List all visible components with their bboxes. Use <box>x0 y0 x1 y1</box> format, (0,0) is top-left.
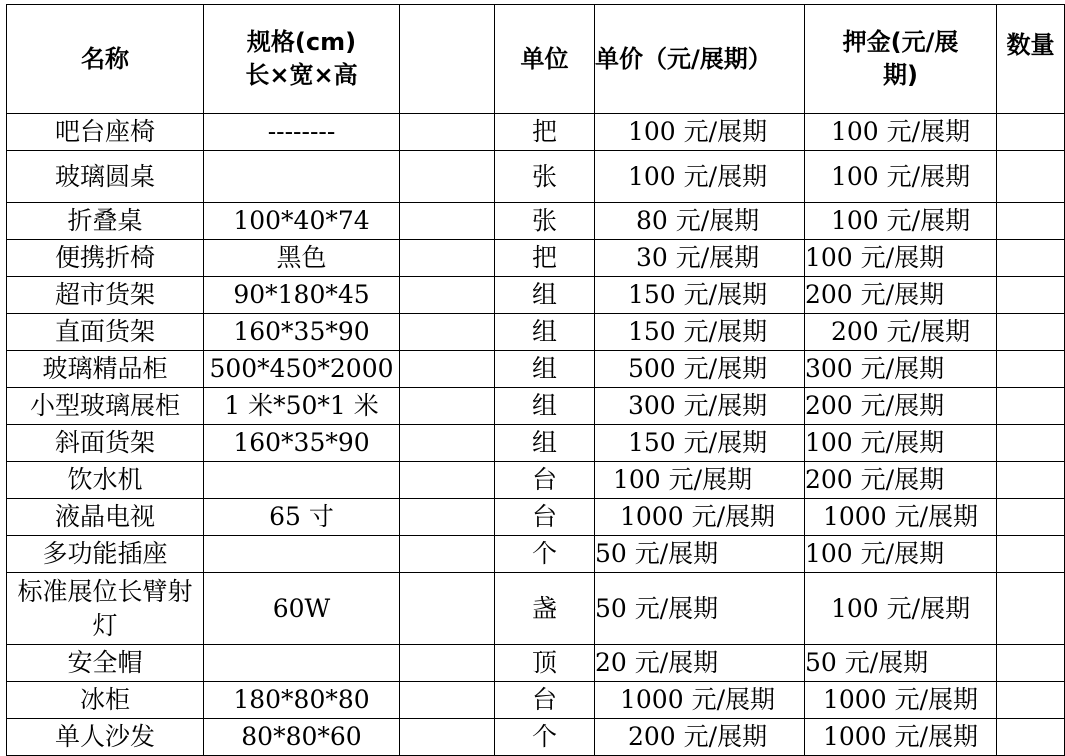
item-unit-cell: 张 <box>495 203 595 240</box>
table-row <box>7 645 1065 682</box>
item-deposit-cell: 100 元/展期 <box>805 151 997 203</box>
item-name-cell: 折叠桌 <box>7 203 204 240</box>
table-row <box>7 573 1065 645</box>
table-row <box>7 277 1065 314</box>
item-deposit-cell: 1000 元/展期 <box>805 682 997 719</box>
item-name-cell: 玻璃精品柜 <box>7 351 204 388</box>
table-row <box>7 682 1065 719</box>
table-row <box>7 536 1065 573</box>
item-name-cell: 小型玻璃展柜 <box>7 388 204 425</box>
item-unit-cell: 组 <box>495 314 595 351</box>
item-price-cell: 1000 元/展期 <box>595 682 805 719</box>
table-row <box>7 719 1065 756</box>
item-price-cell: 200 元/展期 <box>595 719 805 756</box>
item-price-cell: 500 元/展期 <box>595 351 805 388</box>
item-spec-cell: 黑色 <box>204 240 400 277</box>
item-unit-cell: 把 <box>495 240 595 277</box>
item-unit-cell: 组 <box>495 277 595 314</box>
item-price-cell: 50 元/展期 <box>595 536 805 573</box>
item-unit-cell: 把 <box>495 114 595 151</box>
item-price-cell: 100 元/展期 <box>595 151 805 203</box>
item-price-cell: 80 元/展期 <box>595 203 805 240</box>
empty-cell <box>400 240 495 277</box>
item-qty-cell <box>997 645 1065 682</box>
empty-cell <box>400 314 495 351</box>
item-deposit-cell: 200 元/展期 <box>805 462 997 499</box>
item-qty-cell <box>997 388 1065 425</box>
item-unit-cell: 组 <box>495 425 595 462</box>
empty-cell <box>400 388 495 425</box>
item-price-cell: 150 元/展期 <box>595 314 805 351</box>
item-name-cell: 单人沙发 <box>7 719 204 756</box>
table-row <box>7 388 1065 425</box>
item-unit-cell: 台 <box>495 499 595 536</box>
item-unit-cell: 组 <box>495 388 595 425</box>
item-name-cell: 安全帽 <box>7 645 204 682</box>
table-row <box>7 114 1065 151</box>
empty-cell <box>400 203 495 240</box>
header-deposit <box>805 5 997 114</box>
item-name-cell: 多功能插座 <box>7 536 204 573</box>
item-deposit-cell: 1000 元/展期 <box>805 499 997 536</box>
item-qty-cell <box>997 314 1065 351</box>
item-price-cell: 30 元/展期 <box>595 240 805 277</box>
empty-cell <box>400 573 495 645</box>
item-spec-cell: 1 米*50*1 米 <box>204 388 400 425</box>
item-spec-cell <box>204 151 400 203</box>
item-deposit-cell: 100 元/展期 <box>805 203 997 240</box>
item-spec-cell: 80*80*60 <box>204 719 400 756</box>
empty-cell <box>400 277 495 314</box>
item-price-cell: 20 元/展期 <box>595 645 805 682</box>
table-row <box>7 314 1065 351</box>
item-deposit-cell: 200 元/展期 <box>805 388 997 425</box>
item-spec-cell: 60W <box>204 573 400 645</box>
item-name-cell: 超市货架 <box>7 277 204 314</box>
item-name-cell: 吧台座椅 <box>7 114 204 151</box>
item-deposit-cell: 100 元/展期 <box>805 536 997 573</box>
item-unit-cell: 张 <box>495 151 595 203</box>
header-deposit-line1: 押金(元/展 <box>842 28 959 56</box>
item-unit-cell: 个 <box>495 536 595 573</box>
empty-cell <box>400 151 495 203</box>
item-deposit-cell: 50 元/展期 <box>805 645 997 682</box>
item-spec-cell: 180*80*80 <box>204 682 400 719</box>
item-qty-cell <box>997 536 1065 573</box>
item-spec-cell: 160*35*90 <box>204 425 400 462</box>
table-row <box>7 462 1065 499</box>
item-unit-cell: 组 <box>495 351 595 388</box>
item-qty-cell <box>997 114 1065 151</box>
item-price-cell: 150 元/展期 <box>595 425 805 462</box>
item-deposit-cell: 200 元/展期 <box>805 277 997 314</box>
item-qty-cell <box>997 351 1065 388</box>
item-qty-cell <box>997 151 1065 203</box>
item-deposit-cell: 300 元/展期 <box>805 351 997 388</box>
header-deposit-line2: 期) <box>883 61 918 89</box>
empty-cell <box>400 536 495 573</box>
item-deposit-cell: 1000 元/展期 <box>805 719 997 756</box>
item-unit-cell: 台 <box>495 462 595 499</box>
item-price-cell: 1000 元/展期 <box>595 499 805 536</box>
item-spec-cell <box>204 462 400 499</box>
empty-cell <box>400 425 495 462</box>
item-name-cell: 液晶电视 <box>7 499 204 536</box>
item-name-cell: 斜面货架 <box>7 425 204 462</box>
item-price-cell: 100 元/展期 <box>595 462 805 499</box>
header-unit: 单位 <box>495 5 595 114</box>
item-name-cell: 冰柜 <box>7 682 204 719</box>
item-unit-cell: 顶 <box>495 645 595 682</box>
header-price: 单价（元/展期） <box>595 5 805 114</box>
item-qty-cell <box>997 277 1065 314</box>
empty-cell <box>400 645 495 682</box>
item-name-cell: 饮水机 <box>7 462 204 499</box>
header-spec-line2: 长×宽×高 <box>245 61 358 89</box>
item-qty-cell <box>997 240 1065 277</box>
item-spec-cell: 90*180*45 <box>204 277 400 314</box>
header-name: 名称 <box>7 5 204 114</box>
item-spec-cell <box>204 645 400 682</box>
item-unit-cell: 盏 <box>495 573 595 645</box>
item-qty-cell <box>997 203 1065 240</box>
item-qty-cell <box>997 499 1065 536</box>
item-qty-cell <box>997 462 1065 499</box>
item-name-cell: 标准展位长臂射灯 <box>7 573 204 645</box>
item-deposit-cell: 200 元/展期 <box>805 314 997 351</box>
item-qty-cell <box>997 573 1065 645</box>
empty-cell <box>400 114 495 151</box>
item-name-cell: 玻璃圆桌 <box>7 151 204 203</box>
empty-cell <box>400 719 495 756</box>
header-blank <box>400 5 495 114</box>
table-row <box>7 240 1065 277</box>
item-name-cell: 直面货架 <box>7 314 204 351</box>
item-qty-cell <box>997 682 1065 719</box>
item-qty-cell <box>997 719 1065 756</box>
table-row <box>7 203 1065 240</box>
table-row <box>7 425 1065 462</box>
item-deposit-cell: 100 元/展期 <box>805 573 997 645</box>
header-spec <box>204 5 400 114</box>
item-spec-cell: 500*450*2000 <box>204 351 400 388</box>
item-deposit-cell: 100 元/展期 <box>805 425 997 462</box>
item-deposit-cell: 100 元/展期 <box>805 240 997 277</box>
item-unit-cell: 个 <box>495 719 595 756</box>
item-spec-cell: 160*35*90 <box>204 314 400 351</box>
item-price-cell: 150 元/展期 <box>595 277 805 314</box>
empty-cell <box>400 682 495 719</box>
item-name-cell: 便携折椅 <box>7 240 204 277</box>
item-price-cell: 100 元/展期 <box>595 114 805 151</box>
header-qty: 数量 <box>997 5 1065 114</box>
empty-cell <box>400 462 495 499</box>
rental-price-table <box>6 4 1065 756</box>
item-spec-cell: -------- <box>204 114 400 151</box>
item-deposit-cell: 100 元/展期 <box>805 114 997 151</box>
table-row <box>7 351 1065 388</box>
table-row <box>7 151 1065 203</box>
item-spec-cell <box>204 536 400 573</box>
empty-cell <box>400 351 495 388</box>
item-price-cell: 50 元/展期 <box>595 573 805 645</box>
header-spec-line1: 规格(cm) <box>246 28 357 56</box>
item-spec-cell: 65 寸 <box>204 499 400 536</box>
item-price-cell: 300 元/展期 <box>595 388 805 425</box>
empty-cell <box>400 499 495 536</box>
table-row <box>7 499 1065 536</box>
item-spec-cell: 100*40*74 <box>204 203 400 240</box>
header-row <box>7 5 1065 114</box>
item-unit-cell: 台 <box>495 682 595 719</box>
item-qty-cell <box>997 425 1065 462</box>
